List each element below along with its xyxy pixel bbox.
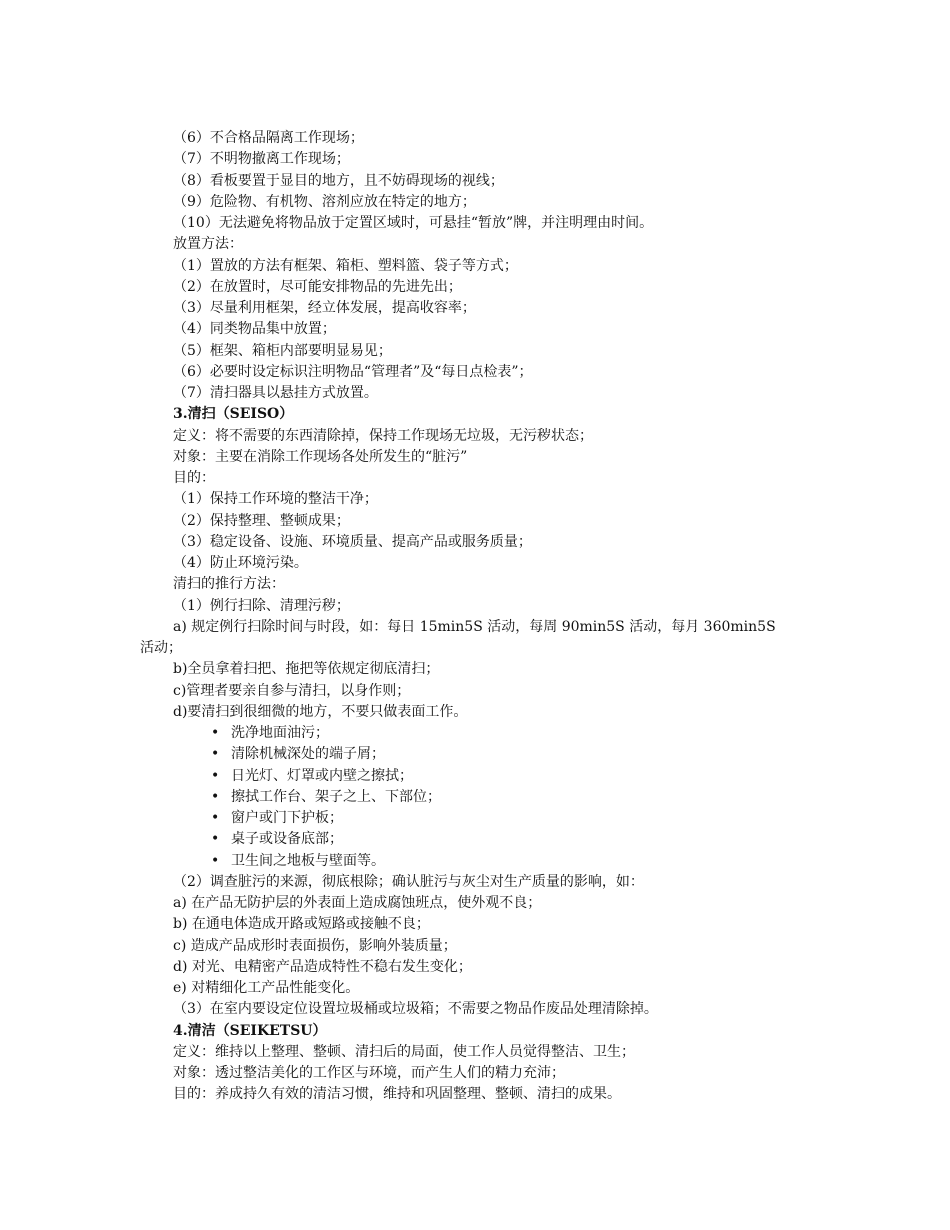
- bullet-icon: •: [211, 767, 220, 784]
- bullet-text: 洗净地面油污；: [231, 725, 329, 741]
- text-line: （4）防止环境污染。: [173, 555, 308, 571]
- bullet-text: 日光灯、灯罩或内壁之擦拭；: [231, 767, 413, 784]
- bullet-text: 桌子或设备底部；: [231, 831, 343, 848]
- bullet-text: 卫生间之地板与壁面等。: [231, 852, 385, 869]
- bullet-item: [0, 829, 950, 850]
- text-line: （9）危险物、有机物、溶剂应放在特定的地方；: [173, 193, 476, 210]
- text-line: d)要清扫到很细微的地方，不要只做表面工作。: [173, 703, 468, 720]
- text-line: 定义：维持以上整理、整顿、清扫后的局面，使工作人员觉得整洁、卫生；: [173, 1043, 635, 1060]
- text-line: （3）稳定设备、设施、环境质量、提高产品或服务质量；: [173, 533, 532, 550]
- bullet-item: [0, 787, 950, 808]
- bullet-item: [0, 808, 950, 829]
- text-line: （6）必要时设定标识注明物品“管理者”及“每日点检表”；: [173, 363, 533, 380]
- bullet-icon: •: [211, 725, 220, 741]
- bullet-item: [0, 723, 950, 744]
- text-line: c) 造成产品成形时表面损伤，影响外装质量；: [173, 937, 457, 954]
- text-line: （2）在放置时，尽可能安排物品的先进先出；: [173, 278, 462, 295]
- text-line: 清扫的推行方法：: [173, 576, 285, 593]
- document-body: [0, 128, 950, 1106]
- text-line: （4）同类物品集中放置；: [173, 321, 336, 338]
- text-line: b) 在通电体造成开路或短路或接触不良；: [173, 916, 430, 933]
- text-line: 放置方法：: [173, 236, 243, 253]
- bullet-item: [0, 744, 950, 765]
- section-heading: 4.清洁（SEIKETSU）: [173, 1022, 327, 1039]
- text-line: （3）在室内要设定位设置垃圾桶或垃圾箱；不需要之物品作废品处理清除掉。: [173, 1001, 658, 1018]
- text-line: 目的：: [173, 470, 215, 486]
- bullet-icon: •: [211, 810, 220, 826]
- text-line: 对象：透过整洁美化的工作区与环境，而产生人们的精力充沛；: [173, 1065, 565, 1081]
- text-line: b)全员拿着扫把、拖把等依规定彻底清扫；: [173, 661, 440, 678]
- bullet-text: 清除机械深处的端子屑；: [231, 746, 385, 763]
- text-line: c)管理者要亲自参与清扫，以身作则；: [173, 682, 411, 699]
- bullet-item: [0, 766, 950, 787]
- text-line: e) 对精细化工产品性能变化。: [173, 980, 360, 996]
- text-line: （2）保持整理、整顿成果；: [173, 512, 350, 529]
- text-line: （5）框架、箱柜内部要明显易见；: [173, 342, 392, 359]
- section-heading: 3.清扫（SEISO）: [173, 406, 294, 423]
- bullet-icon: •: [211, 831, 220, 848]
- text-line: 目的：养成持久有效的清洁习惯，维持和巩固整理、整顿、清扫的成果。: [173, 1086, 621, 1103]
- text-line: （3）尽量利用框架，经立体发展，提高收容率；: [173, 300, 476, 316]
- text-line: d) 对光、电精密产品造成特性不稳右发生变化；: [173, 958, 472, 975]
- text-line: （7）不明物撤离工作现场；: [173, 151, 350, 168]
- text-line: 活动；: [140, 640, 182, 656]
- text-line: a) 规定例行扫除时间与时段，如：每日 15min5S 活动，每周 90min5S 活动，每月 360min5S: [173, 618, 776, 635]
- text-line: （7）清扫器具以悬挂方式放置。: [173, 385, 378, 401]
- bullet-icon: •: [211, 746, 220, 763]
- text-line: 对象：主要在消除工作现场各处所发生的“脏污”: [173, 448, 468, 465]
- bullet-icon: •: [211, 852, 220, 869]
- text-line: （2）调查脏污的来源，彻底根除；确认脏污与灰尘对生产质量的影响，如：: [173, 873, 644, 890]
- text-line: （8）看板要置于显目的地方，且不妨碍现场的视线；: [173, 172, 504, 189]
- text-line: （6）不合格品隔离工作现场；: [173, 130, 364, 146]
- bullet-icon: •: [211, 788, 220, 805]
- bullet-text: 擦拭工作台、架子之上、下部位；: [231, 788, 441, 805]
- text-line: a) 在产品无防护层的外表面上造成腐蚀班点，使外观不良；: [173, 895, 542, 911]
- text-line: （1）例行扫除、清理污秽；: [173, 597, 350, 614]
- bullet-text: 窗户或门下护板；: [231, 810, 343, 826]
- text-line: （1）置放的方法有框架、箱柜、塑料篮、袋子等方式；: [173, 257, 518, 274]
- text-line: 定义：将不需要的东西清除掉，保持工作现场无垃圾，无污秽状态；: [173, 427, 593, 444]
- text-line: （1）保持工作环境的整洁干净；: [173, 491, 378, 508]
- text-line: （10）无法避免将物品放于定置区域时，可悬挂“暂放”牌，并注明理由时间。: [173, 215, 654, 231]
- bullet-item: [0, 851, 950, 872]
